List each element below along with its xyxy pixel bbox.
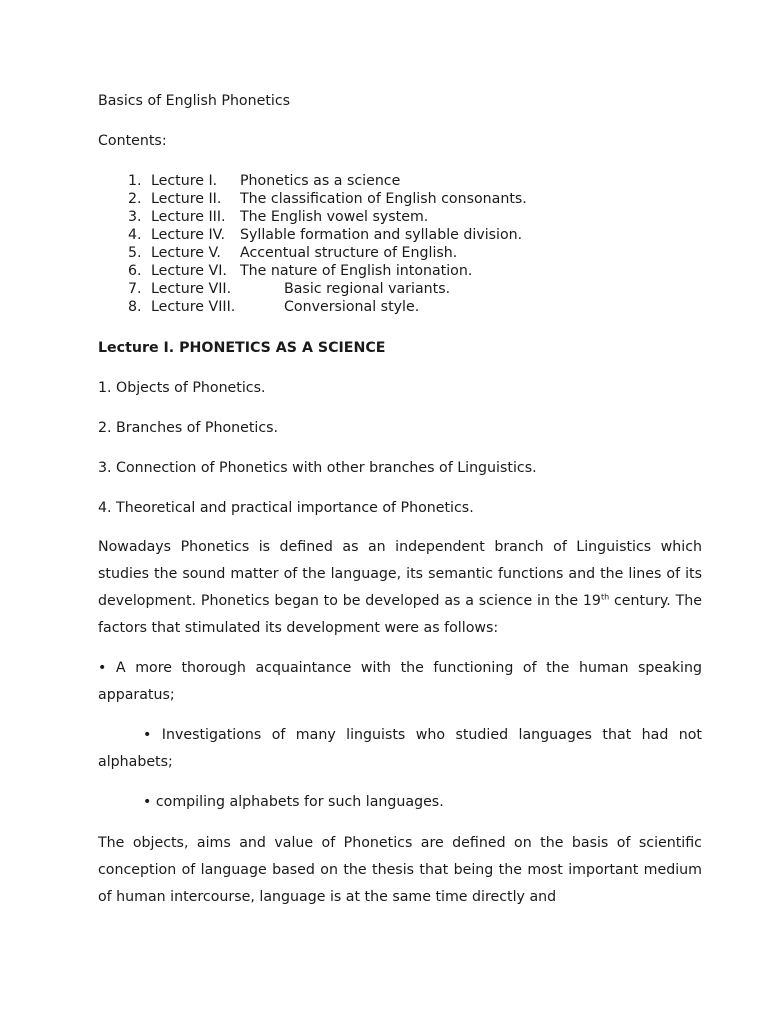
objective-item: 4. Theoretical and practical importance of Phonetics. <box>98 500 474 516</box>
toc-lecture: Lecture VI. <box>151 263 227 279</box>
paragraph-text: Nowadays Phonetics is defined as an independent branch of Linguistics which studies the sound matter of the language, its semantic functions and the lines of its development. Phonetics began to be developed as a science in the 19 <box>98 539 702 609</box>
toc-topic: Accentual structure of English. <box>240 245 458 261</box>
bullet-paragraph: • compiling alphabets for such languages. <box>143 794 444 810</box>
toc-topic: Syllable formation and syllable division. <box>240 227 523 243</box>
objective-item: 2. Branches of Phonetics. <box>98 420 279 436</box>
toc-lecture: Lecture III. <box>151 209 226 225</box>
body-paragraph: The objects, aims and value of Phonetics are defined on the basis of scientific conception of language based on the thesis that being the most important medium of human intercourse, language is at the same time directly and <box>98 835 702 905</box>
toc-number: 6. <box>128 263 142 279</box>
toc-lecture: Lecture VII. <box>151 281 232 297</box>
lecture-heading: Lecture I. PHONETICS AS A SCIENCE <box>98 340 386 356</box>
toc-topic: The nature of English intonation. <box>240 263 473 279</box>
document-title: Basics of English Phonetics <box>98 93 291 109</box>
toc-topic: Conversional style. <box>284 299 420 315</box>
toc-number: 7. <box>128 281 142 297</box>
toc-lecture: Lecture VIII. <box>151 299 236 315</box>
toc-number: 1. <box>128 173 142 189</box>
toc-lecture: Lecture IV. <box>151 227 226 243</box>
toc-topic: Basic regional variants. <box>284 281 451 297</box>
toc-number: 5. <box>128 245 142 261</box>
toc-number: 3. <box>128 209 142 225</box>
toc-number: 2. <box>128 191 142 207</box>
toc-number: 4. <box>128 227 142 243</box>
toc-topic: Phonetics as a science <box>240 173 401 189</box>
paragraph-text-continued: century. The factors that stimulated its development were as follows: <box>98 593 703 636</box>
body-paragraph <box>98 534 702 642</box>
objective-item: 1. Objects of Phonetics. <box>98 380 266 396</box>
toc-number: 8. <box>128 299 142 315</box>
toc-lecture: Lecture II. <box>151 191 222 207</box>
objective-item: 3. Connection of Phonetics with other branches of Linguistics. <box>98 460 537 476</box>
bullet-paragraph: • A more thorough acquaintance with the functioning of the human speaking apparatus; <box>98 660 702 703</box>
toc-topic: The classification of English consonants. <box>240 191 527 207</box>
superscript-th: th <box>600 592 610 602</box>
bullet-paragraph: • Investigations of many linguists who studied languages that had not alphabets; <box>98 727 702 770</box>
toc-topic: The English vowel system. <box>240 209 429 225</box>
toc-lecture: Lecture I. <box>151 173 218 189</box>
toc-lecture: Lecture V. <box>151 245 221 261</box>
contents-label: Contents: <box>98 133 167 149</box>
